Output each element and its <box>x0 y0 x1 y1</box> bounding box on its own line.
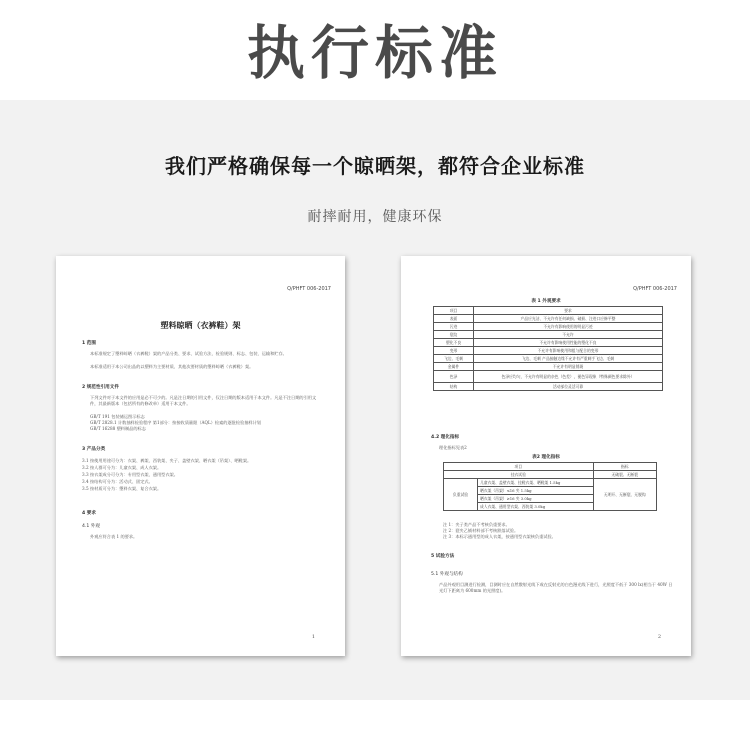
table-caption: 表 1 外观要求 <box>531 299 561 304</box>
table-cell: 变形 <box>434 347 474 355</box>
standard-page-2 <box>401 256 691 656</box>
table-cell: 晒衣架（吊架）≤16 夹 1.5kg <box>478 487 594 495</box>
table-cell: 不允许有明显锈斑 <box>474 363 663 371</box>
table-header-cell: 项目 <box>434 307 474 315</box>
reference: GB/T 191 包装储运图示标志 <box>90 414 145 419</box>
subsection-heading: 4.2 理化指标 <box>431 435 460 440</box>
appearance-table <box>433 306 663 391</box>
paragraph: 理化指标见表2 <box>439 445 467 450</box>
list-item: 3.2 按人群可分为：儿童衣架、成人衣架。 <box>82 465 162 470</box>
list-item: 3.5 按材质可分为：塑料衣架、复合衣架。 <box>82 486 162 491</box>
section-heading: 2 规范性引用文件 <box>82 385 119 390</box>
section-heading: 3 产品分类 <box>82 447 106 452</box>
bottom-band <box>0 700 750 732</box>
headline: 我们严格确保每一个晾晒架，都符合企业标准 <box>165 154 585 178</box>
paragraph: 本标准规定了塑料晾晒（衣裤鞋）架的产品分类、要求、试验方法、检验规则、标志、包装、运输和贮存。 <box>90 351 287 356</box>
table-cell: 飞边、毛刺 <box>434 355 474 363</box>
table-cell: 活动部位灵活可靠 <box>474 383 663 391</box>
table-cell: 不允许有影响使用和组与配合的变形 <box>474 347 663 355</box>
physical-indicator-table <box>443 462 657 511</box>
subsection-heading: 4.1 外观 <box>82 524 100 529</box>
table-row <box>434 323 663 331</box>
table-cell: 色泽应均匀，不允许有明显的杂色（色差），褪色异现象（特殊颜色要求除外） <box>474 371 663 383</box>
document-title: 塑料晾晒（衣裤鞋）架 <box>160 320 241 330</box>
table-cell: 产品应光洁、不允许有任何缺损、破损、注迹口应修平整 <box>474 315 663 323</box>
table-cell: 污迹 <box>434 323 474 331</box>
reference: GB/T 16288 塑料制品的标志 <box>90 426 146 431</box>
paragraph: 下列文件对于本文件的应用是必不可少的。凡是注日期的引用文件，仅注日期的版本适用于本文件。凡是不注日期的引用文件，其最新版本（包括所有的修改单）适用于本文件。 <box>90 395 317 406</box>
table-header-row <box>434 307 663 315</box>
table-cell: 无破裂、无断裂 <box>593 471 656 479</box>
table-note: 注 1：夹子类产品不考核负重要求。 <box>443 522 510 527</box>
table-cell: 塑化不良 <box>434 339 474 347</box>
page-number: 2 <box>657 634 661 640</box>
table-row <box>434 371 663 383</box>
section-heading: 4 要求 <box>82 511 96 516</box>
subline: 耐摔耐用，健康环保 <box>307 209 443 225</box>
table-row <box>434 363 663 371</box>
table-cell: 无明开、无断裂、无脱钩 <box>593 479 656 511</box>
section-heading: 1 范围 <box>82 341 96 346</box>
table-header-cell: 要求 <box>474 307 663 315</box>
section-heading: 5 试验方法 <box>431 554 455 559</box>
table-header-cell: 指标 <box>593 463 656 471</box>
table-cell: 金属件 <box>434 363 474 371</box>
table-cell: 裂纹 <box>434 331 474 339</box>
table-cell: 结构 <box>434 383 474 391</box>
table-cell: 不允许有影响使用性能的塑化不良 <box>474 339 663 347</box>
table-row <box>434 347 663 355</box>
table-row <box>434 383 663 391</box>
paragraph: 本标准适用于本公司出品的以塑料为主要材质、其他次要材质的塑料晾晒（衣裤鞋）架。 <box>90 364 254 369</box>
standard-page-1 <box>56 256 345 656</box>
table-row <box>434 331 663 339</box>
table-cell: 晒衣架（吊架）≥16 夹 3.0kg <box>478 495 594 503</box>
list-item: 3.1 按使用用途可分为：衣架、裤架、西装架、夹子、盖壁衣架、晒衣架（吊架）、晒鞋架。 <box>82 458 252 463</box>
page-number: 1 <box>311 634 315 640</box>
table-cell: 负重试验 <box>444 479 478 511</box>
page-title: 执行标准 <box>246 19 503 87</box>
paragraph: 外观应符合表 1 的要求。 <box>90 534 138 539</box>
standard-code: Q/PHFT 006-2017 <box>633 286 677 292</box>
table-note: 注 2：裂夹乙铺材料部不考核跌落试验。 <box>443 528 519 533</box>
table-cell: 儿童衣架、盖壁衣架、挂鞋衣架、晒鞋架 1.5kg <box>478 479 594 487</box>
table-row <box>434 315 663 323</box>
reference: GB/T 2828.1 计数抽样检验程序 第1部分：按接收质量限（AQL）检索的逐批检验抽样计划 <box>90 420 261 425</box>
table-cell: 成人衣架、通用型衣架、西装架 3.0kg <box>478 503 594 511</box>
table-cell: 不允许 <box>474 331 663 339</box>
table-cell: 不允许有影响使用的明显污迹 <box>474 323 663 331</box>
table-cell: 表面 <box>434 315 474 323</box>
table-caption: 表2 理化指标 <box>532 455 560 460</box>
table-note: 注 3：本标示通用型的成人衣架，按通用型衣架核负重试验。 <box>443 534 556 539</box>
table-cell: 色泽 <box>434 371 474 383</box>
table-cell: 挂衣试验 <box>444 471 594 479</box>
table-cell: 飞边、毛刺 产品接触边缘不允许有严重刺手飞边、毛刺 <box>474 355 663 363</box>
standard-code: Q/PHFT 006-2017 <box>287 286 331 292</box>
table-row <box>434 339 663 347</box>
list-item: 3.3 按衣架成分可分为：专用型衣架、通用型衣架。 <box>82 472 178 477</box>
table-header-cell: 项目 <box>444 463 594 471</box>
paragraph: 产品外观用目测进行检测，目测时应在自然散射光线下或在反射光的白色漫光线下进行，光照度不低于 300 lx(相当于 40W 日光灯下距离为 600mm 的光照度)。 <box>439 582 673 593</box>
list-item: 3.4 按结构可分为：活动式、固定式。 <box>82 479 153 484</box>
table-row <box>434 355 663 363</box>
subsection-heading: 5.1 外观与结构 <box>431 572 463 577</box>
